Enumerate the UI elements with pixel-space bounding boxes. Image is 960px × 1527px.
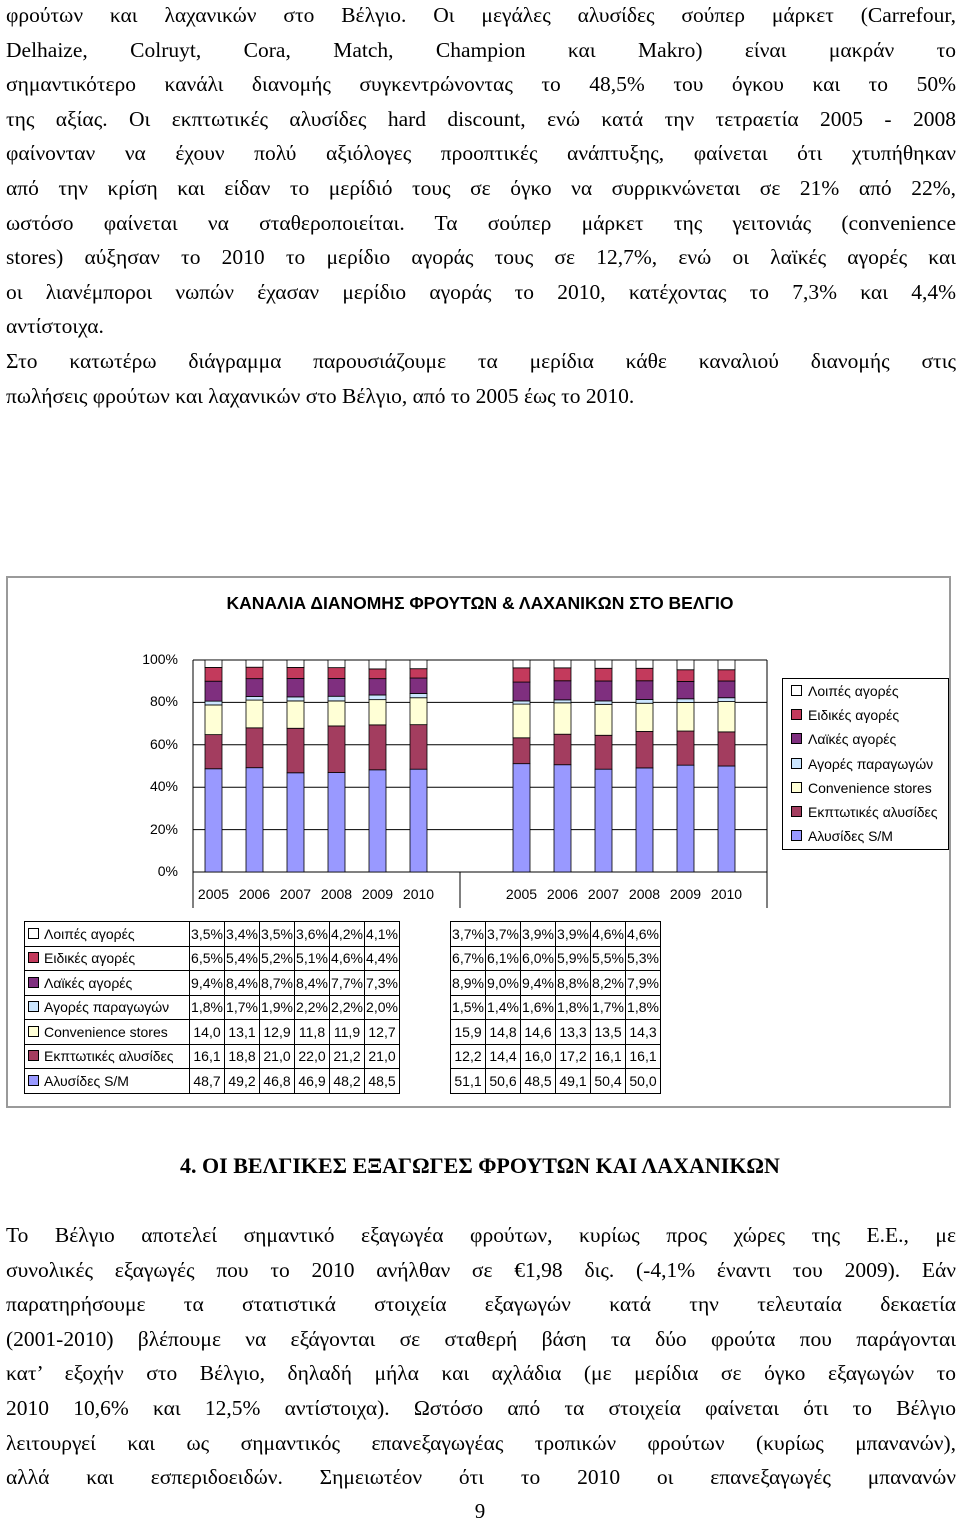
table-cell: 2,2% [330, 995, 365, 1020]
bar-segment [513, 660, 530, 668]
bar-segment [287, 728, 304, 773]
bar-segment [677, 731, 694, 765]
row-label-text: Convenience stores [44, 1023, 168, 1040]
table-cell: 17,2 [556, 1044, 591, 1069]
legend-swatch [791, 758, 802, 769]
legend-label: Εκπτωτικές αλυσίδες [808, 804, 938, 820]
bar-segment [369, 669, 386, 679]
row-label [25, 946, 190, 971]
bar-segment [554, 660, 571, 668]
bar-segment [636, 699, 653, 703]
table-cell: 4,1% [365, 922, 400, 947]
table-gap [400, 1069, 451, 1094]
table-cell: 3,9% [556, 922, 591, 947]
bar-segment [328, 668, 345, 679]
legend-item [791, 804, 938, 824]
bar-segment [677, 681, 694, 698]
bar-segment [287, 678, 304, 696]
bar-segment [328, 726, 345, 773]
year-label: 2005 [197, 886, 230, 902]
table-cell: 16,0 [521, 1044, 556, 1069]
table-cell: 15,9 [451, 1020, 486, 1045]
bar-segment [369, 660, 386, 669]
table-cell: 14,0 [190, 1020, 225, 1045]
bar-segment [410, 698, 427, 725]
legend-swatch [791, 709, 802, 720]
year-label: 2009 [361, 886, 394, 902]
y-tick-label: 100% [142, 651, 178, 667]
table-cell: 1,8% [556, 995, 591, 1020]
table-cell: 3,9% [521, 922, 556, 947]
bar-segment [246, 660, 263, 667]
chart-data-table [24, 921, 661, 1094]
bar-segment [205, 769, 222, 872]
year-label: 2006 [546, 886, 579, 902]
table-cell: 22,0 [295, 1044, 330, 1069]
table-cell: 21,0 [365, 1044, 400, 1069]
bar-segment [246, 728, 263, 768]
table-cell: 1,7% [225, 995, 260, 1020]
y-tick-label: 20% [149, 820, 178, 837]
table-gap [400, 1020, 451, 1045]
text-line: φαίνονταν να έχουν πολύ αξιόλογες προοπτικές ανάπτυξης, φαίνεται ότι χτυπήθηκαν [6, 141, 956, 166]
row-label-text: Εκπτωτικές αλυσίδες [44, 1048, 174, 1065]
bar-segment [410, 769, 427, 872]
bar-segment [328, 696, 345, 701]
table-cell: 1,7% [591, 995, 626, 1020]
bar-segment [246, 696, 263, 700]
bar-segment [410, 660, 427, 669]
table-cell: 9,4% [190, 971, 225, 996]
bar-segment [636, 681, 653, 700]
section-heading: 4. ΟΙ ΒΕΛΓΙΚΕΣ ΕΞΑΓΩΓΕΣ ΦΡΟΥΤΩΝ ΚΑΙ ΛΑΧΑΝΙΚΩΝ [180, 1153, 780, 1178]
table-cell: 2,0% [365, 995, 400, 1020]
bar-segment [287, 660, 304, 667]
legend-swatch [791, 733, 802, 744]
row-label-text: Αγορές παραγωγών [44, 999, 170, 1016]
table-cell: 14,6 [521, 1020, 556, 1045]
table-cell: 8,4% [225, 971, 260, 996]
text-line: σημαντικότερο κανάλι διανομής συγκεντρώνοντας το 48,5% του όγκου και το 50% [6, 72, 956, 97]
bar-segment [369, 679, 386, 695]
table-cell: 11,9 [330, 1020, 365, 1045]
bar-segment [328, 660, 345, 668]
bar-segment [410, 693, 427, 697]
table-row [25, 922, 661, 947]
table-cell: 13,5 [591, 1020, 626, 1045]
text-line: λειτουργεί και ως σημαντικός επανεξαγωγέας τροπικών φρούτων (κυρίως μπανανών), [6, 1430, 956, 1455]
bar-segment [287, 697, 304, 701]
table-cell: 5,4% [225, 946, 260, 971]
bar-segment [636, 703, 653, 731]
bar-segment [554, 668, 571, 681]
table-row [25, 1044, 661, 1069]
table-row [25, 995, 661, 1020]
row-label [25, 1044, 190, 1069]
legend-item [791, 683, 899, 703]
table-cell: 16,1 [190, 1044, 225, 1069]
table-cell: 14,4 [486, 1044, 521, 1069]
table-row [25, 971, 661, 996]
legend-swatch [791, 830, 802, 841]
table-cell: 4,6% [330, 946, 365, 971]
bar-segment [677, 660, 694, 670]
table-cell: 4,2% [330, 922, 365, 947]
page-number: 9 [474, 1499, 486, 1523]
table-cell: 12,9 [260, 1020, 295, 1045]
text-line: πωλήσεις φρούτων και λαχανικών στο Βέλγιο, από το 2005 έως το 2010. [6, 383, 635, 408]
bar-segment [410, 725, 427, 770]
year-label: 2010 [402, 886, 435, 902]
row-swatch [28, 928, 39, 939]
table-gap [400, 922, 451, 947]
text-line: Delhaize, Colruyt, Cora, Match, Champion και Makro) είναι μακράν το [6, 37, 956, 62]
table-cell: 14,3 [626, 1020, 661, 1045]
body-paragraph [6, 1218, 956, 1495]
chart-legend [782, 678, 949, 850]
bar-segment [636, 768, 653, 872]
row-swatch [28, 1026, 39, 1037]
row-swatch [28, 1050, 39, 1061]
text-line: φρούτων και λαχανικών στο Βέλγιο. Οι μεγάλες αλυσίδες σούπερ μάρκετ (Carrefour, [6, 3, 956, 27]
text-line: stores) αύξησαν το 2010 το μερίδιο αγοράς τους σε 12,7%, ενώ οι λαϊκές αγορές και [6, 245, 956, 270]
bar-segment [205, 701, 222, 705]
bar-segment [554, 681, 571, 700]
bar-segment [554, 700, 571, 703]
table-cell: 50,4 [591, 1069, 626, 1094]
row-label-text: Λαϊκές αγορές [44, 974, 133, 991]
y-tick-label: 40% [149, 778, 178, 795]
table-cell: 12,2 [451, 1044, 486, 1069]
row-label [25, 1020, 190, 1045]
legend-item [791, 780, 932, 800]
text-line: παρατηρήσουμε τα στατιστικά στοιχεία εξαγωγών κατά την τελευταία δεκαετία [6, 1292, 956, 1317]
year-label: 2005 [505, 886, 538, 902]
legend-label: Λοιπές αγορές [808, 683, 899, 699]
table-cell: 1,6% [521, 995, 556, 1020]
bar-segment [554, 703, 571, 734]
bar-segment [246, 667, 263, 678]
legend-swatch [791, 782, 802, 793]
table-row [25, 1069, 661, 1094]
row-label [25, 922, 190, 947]
table-cell: 46,8 [260, 1069, 295, 1094]
legend-swatch [791, 806, 802, 817]
bar-segment [328, 701, 345, 726]
table-cell: 49,1 [556, 1069, 591, 1094]
legend-label: Ειδικές αγορές [808, 707, 900, 724]
y-tick-label: 80% [149, 693, 178, 710]
bar-segment [513, 701, 530, 704]
table-cell: 1,8% [626, 995, 661, 1020]
bar-segment [595, 660, 612, 668]
table-cell: 5,3% [626, 946, 661, 971]
table-cell: 48,5 [521, 1069, 556, 1094]
bar-segment [410, 678, 427, 693]
table-cell: 3,6% [295, 922, 330, 947]
text-line: Στο κατωτέρω διάγραμμα παρουσιάζουμε τα μερίδια κάθε καναλιού διανομής στις [6, 348, 956, 373]
bar-segment [718, 670, 735, 681]
bar-segment [328, 678, 345, 696]
table-cell: 48,7 [190, 1069, 225, 1094]
table-cell: 8,4% [295, 971, 330, 996]
bar-segment [513, 764, 530, 872]
table-cell: 3,4% [225, 922, 260, 947]
bar-segment [677, 765, 694, 872]
bar-segment [554, 734, 571, 765]
text-line: αντίστοιχα. [6, 314, 104, 339]
year-label: 2010 [710, 886, 743, 902]
bar-segment [369, 725, 386, 770]
row-swatch [28, 977, 39, 988]
bar-segment [328, 773, 345, 872]
text-line: κατ’ εξοχήν στο Βέλγιο, δηλαδή μήλα και αχλάδια (με μερίδια σε όγκο εξαγωγών το [6, 1361, 956, 1386]
table-cell: 9,4% [521, 971, 556, 996]
table-gap [400, 1044, 451, 1069]
table-gap [400, 971, 451, 996]
table-cell: 6,5% [190, 946, 225, 971]
bar-segment [369, 695, 386, 700]
table-gap [400, 946, 451, 971]
text-line: συνολικές εξαγωγές που το 2010 ανήλθαν σε €1,98 δις. (-4,1% έναντι του 2009). Εάν [6, 1257, 956, 1282]
table-cell: 7,3% [365, 971, 400, 996]
table-cell: 6,1% [486, 946, 521, 971]
bar-segment [595, 769, 612, 872]
table-cell: 3,7% [451, 922, 486, 947]
table-cell: 50,0 [626, 1069, 661, 1094]
row-label-text: Ειδικές αγορές [44, 950, 136, 967]
table-gap [400, 995, 451, 1020]
table-cell: 13,3 [556, 1020, 591, 1045]
table-cell: 8,2% [591, 971, 626, 996]
bar-segment [677, 699, 694, 703]
legend-label: Convenience stores [808, 779, 932, 796]
bar-segment [595, 704, 612, 735]
table-cell: 6,7% [451, 946, 486, 971]
bar-segment [410, 669, 427, 678]
bar-segment [718, 766, 735, 872]
bar-segment [718, 702, 735, 732]
table-cell: 50,6 [486, 1069, 521, 1094]
table-cell: 21,2 [330, 1044, 365, 1069]
legend-label: Αγορές παραγωγών [808, 755, 934, 772]
table-cell: 12,7 [365, 1020, 400, 1045]
bar-segment [718, 681, 735, 698]
legend-swatch [791, 685, 802, 696]
text-line: ωστόσο φαίνεται να σταθεροποιείται. Τα σούπερ μάρκετ της γειτονιάς (convenience [6, 210, 956, 235]
table-cell: 5,5% [591, 946, 626, 971]
table-cell: 6,0% [521, 946, 556, 971]
table-cell: 46,9 [295, 1069, 330, 1094]
text-line: της αξίας. Οι εκπτωτικές αλυσίδες hard discount, ενώ κατά την τετραετία 2005 - 2008 [6, 106, 956, 131]
chart-title: ΚΑΝΑΛΙΑ ΔΙΑΝΟΜΗΣ ΦΡΟΥΤΩΝ & ΛΑΧΑΝΙΚΩΝ ΣΤΟ ΒΕΛΓΙΟ [226, 593, 734, 613]
bar-segment [287, 667, 304, 678]
bar-segment [636, 731, 653, 767]
bar-segment [513, 668, 530, 682]
bar-segment [677, 702, 694, 731]
row-label [25, 995, 190, 1020]
legend-item [791, 731, 896, 751]
bar-segment [246, 768, 263, 872]
year-label: 2008 [628, 886, 661, 902]
table-cell: 49,2 [225, 1069, 260, 1094]
bar-segment [718, 698, 735, 702]
row-swatch [28, 1075, 39, 1086]
bar-segment [287, 773, 304, 872]
bar-segment [205, 681, 222, 701]
bar-segment [513, 738, 530, 764]
table-cell: 8,9% [451, 971, 486, 996]
table-cell: 4,6% [591, 922, 626, 947]
bar-segment [205, 667, 222, 681]
table-cell: 21,0 [260, 1044, 295, 1069]
text-line: (2001-2010) βλέπουμε να εξάγονται σε σταθερή βάση τα δύο φρούτα που παράγονται [6, 1326, 956, 1351]
legend-item [791, 828, 893, 848]
table-cell: 16,1 [591, 1044, 626, 1069]
table-cell: 4,4% [365, 946, 400, 971]
table-cell: 7,7% [330, 971, 365, 996]
year-label: 2008 [320, 886, 353, 902]
table-cell: 4,6% [626, 922, 661, 947]
text-line: από την κρίση και είδαν το μερίδιό τους σε όγκο να συρρικνώνεται σε 21% από 22%, [6, 175, 956, 200]
year-label: 2006 [238, 886, 271, 902]
table-cell: 5,1% [295, 946, 330, 971]
bar-segment [205, 705, 222, 735]
table-cell: 3,5% [260, 922, 295, 947]
table-cell: 1,9% [260, 995, 295, 1020]
year-label: 2009 [669, 886, 702, 902]
table-cell: 7,9% [626, 971, 661, 996]
bar-segment [595, 701, 612, 704]
table-cell: 8,7% [260, 971, 295, 996]
table-cell: 3,7% [486, 922, 521, 947]
table-cell: 2,2% [295, 995, 330, 1020]
bar-segment [595, 735, 612, 769]
table-cell: 48,5 [365, 1069, 400, 1094]
legend-label: Λαϊκές αγορές [808, 731, 897, 748]
row-label [25, 1069, 190, 1094]
table-cell: 1,8% [190, 995, 225, 1020]
bar-segment [369, 700, 386, 725]
table-cell: 5,2% [260, 946, 295, 971]
y-tick-label: 0% [157, 863, 178, 879]
text-line: Το Βέλγιο αποτελεί σημαντικό εξαγωγέα φρούτων, κυρίως προς χώρες της Ε.Ε., με [6, 1223, 956, 1247]
bar-segment [246, 679, 263, 697]
bar-segment [369, 770, 386, 872]
table-cell: 8,8% [556, 971, 591, 996]
text-line: 2010 10,6% και 12,5% αντίστοιχα). Ωστόσο από τα στοιχεία φαίνεται ότι το Βέλγιο [6, 1395, 956, 1420]
bar-segment [513, 682, 530, 701]
bar-segment [718, 660, 735, 670]
bar-segment [718, 732, 735, 766]
bar-segment [205, 660, 222, 667]
table-cell: 18,8 [225, 1044, 260, 1069]
row-label-text: Λοιπές αγορές [44, 925, 135, 942]
legend-item [791, 756, 933, 776]
bar-segment [595, 668, 612, 681]
y-tick-label: 60% [149, 735, 178, 752]
text-line: οι λιανέμποροι νωπών έχασαν μερίδιο αγοράς το 2010, κατέχοντας το 7,3% και 4,4% [6, 279, 956, 304]
bar-segment [287, 701, 304, 728]
row-swatch [28, 952, 39, 963]
bar-segment [636, 660, 653, 668]
table-cell: 13,1 [225, 1020, 260, 1045]
table-row [25, 1020, 661, 1045]
row-label-text: Αλυσίδες S/M [44, 1072, 129, 1089]
table-cell: 51,1 [451, 1069, 486, 1094]
text-line: αλλά και εσπεριδοειδών. Σημειωτέον ότι το 2010 οι επανεξαγωγές μπανανών [6, 1465, 956, 1490]
table-cell: 9,0% [486, 971, 521, 996]
table-cell: 3,5% [190, 922, 225, 947]
bar-segment [246, 700, 263, 728]
bar-segment [636, 668, 653, 681]
table-cell: 14,8 [486, 1020, 521, 1045]
bar-segment [595, 681, 612, 701]
table-cell: 48,2 [330, 1069, 365, 1094]
year-label: 2007 [587, 886, 620, 902]
table-cell: 16,1 [626, 1044, 661, 1069]
table-cell: 1,5% [451, 995, 486, 1020]
row-label [25, 971, 190, 996]
year-label: 2007 [279, 886, 312, 902]
table-cell: 11,8 [295, 1020, 330, 1045]
table-row [25, 946, 661, 971]
bar-segment [677, 670, 694, 682]
bar-segment [513, 704, 530, 738]
bar-segment [554, 765, 571, 872]
table-cell: 5,9% [556, 946, 591, 971]
row-swatch [28, 1001, 39, 1012]
legend-item [791, 707, 899, 727]
bar-segment [205, 735, 222, 769]
table-cell: 1,4% [486, 995, 521, 1020]
legend-label: Αλυσίδες S/M [808, 828, 893, 845]
